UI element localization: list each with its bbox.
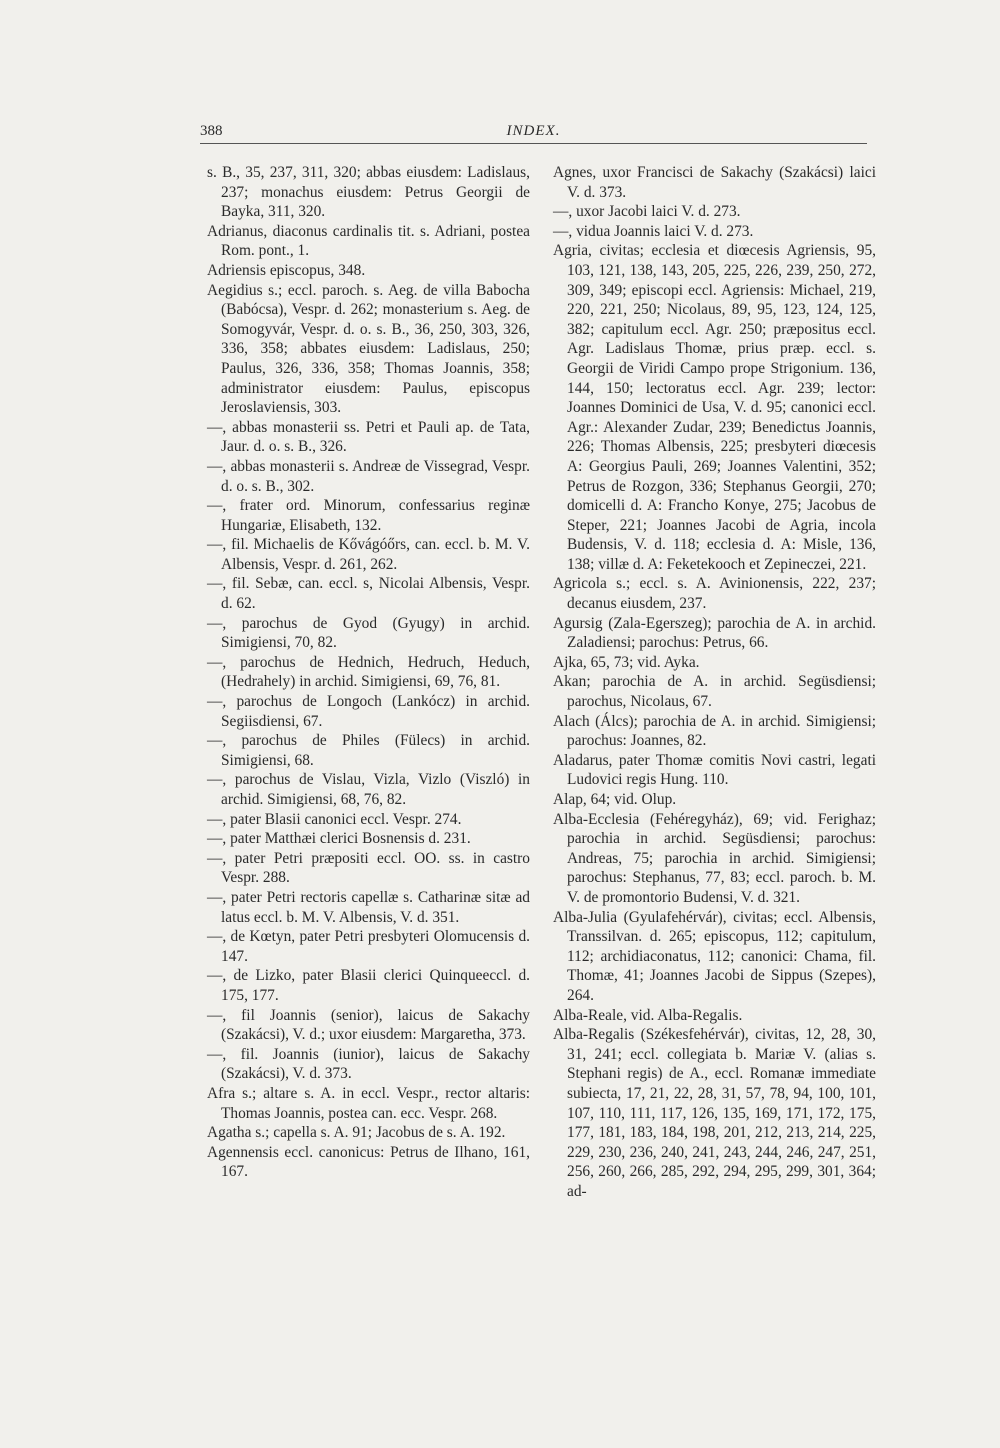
page-header bbox=[200, 123, 867, 144]
index-entry: s. B., 35, 237, 311, 320; abbas eiusdem: Ladislaus, 237; monachus eiusdem: Petrus Georgii de Bayka, 311, 320. bbox=[207, 164, 530, 221]
index-entry: Alba-Julia (Gyulafehérvár), civitas; eccl. Albensis, Transsilvan. d. 265; episcopus, 112; capitulum, 112; archidiaconatus, 112; canonici: Chama, fil. Thomæ, 41; Joannes Jacobi de Sippus (Szepes), 264. bbox=[553, 908, 876, 1004]
index-entry: —, fil. Michaelis de Kővágóőrs, can. eccl. b. M. V. Albensis, Vespr. d. 261, 262. bbox=[207, 536, 530, 573]
index-entry: —, parochus de Hednich, Hedruch, Heduch, (Hedrahely) in archid. Simigiensi, 69, 76, 81. bbox=[207, 653, 530, 691]
index-entry: Agennensis eccl. canonicus: Petrus de Ilhano, 161, 167. bbox=[207, 1143, 530, 1181]
index-entry: —, fil Joannis (senior), laicus de Sakachy (Szakácsi), V. d.; uxor eiusdem: Margaretha, 373. bbox=[207, 1006, 530, 1044]
index-entry: —, parochus de Vislau, Vizla, Vizlo (Viszló) in archid. Simigiensi, 68, 76, 82. bbox=[207, 771, 530, 808]
index-entry: Aladarus, pater Thomæ comitis Novi castri, legati Ludovici regis Hung. 110. bbox=[553, 751, 876, 789]
index-entry: Alach (Álcs); parochia de A. in archid. Simigiensi; parochus: Joannes, 82. bbox=[553, 712, 876, 750]
index-entry: —, pater Petri præpositi eccl. OO. ss. in castro Vespr. 288. bbox=[207, 849, 530, 887]
index-column-left bbox=[207, 163, 530, 1182]
index-entry: Aegidius s.; eccl. paroch. s. Aeg. de villa Babocha (Babócsa), Vespr. d. 262; monasterium s. Aeg. de Somogyvár, Vespr. d. o. s. B., 36, 250, 303, 326, 336, 358; abbates eiusdem: Ladislaus, 250; Paulus, 326, 336, 358; Thomas Joannis, 358; administrator eiusdem: Paulus, episcopus Jeroslaviensis, 303. bbox=[207, 281, 530, 417]
index-entry: Alba-Reale, vid. Alba-Regalis. bbox=[553, 1006, 743, 1024]
index-entry: —, pater Petri rectoris capellæ s. Catharinæ sitæ ad latus eccl. b. M. V. Albensis, V. d. 351. bbox=[207, 888, 530, 926]
index-column-right bbox=[553, 163, 876, 1201]
index-entry: Akan; parochia de A. in archid. Següsdiensi; parochus, Nicolaus, 67. bbox=[553, 673, 876, 711]
index-entry: Ajka, 65, 73; vid. Ayka. bbox=[553, 653, 700, 671]
index-entry: —, frater ord. Minorum, confessarius reginæ Hungariæ, Elisabeth, 132. bbox=[207, 497, 530, 534]
index-entry: Adriensis episcopus, 348. bbox=[207, 261, 366, 279]
index-entry: —, fil. Sebæ, can. eccl. s, Nicolai Albensis, Vespr. d. 62. bbox=[207, 575, 530, 613]
index-entry: —, pater Matthæi clerici Bosnensis d. 231. bbox=[207, 830, 471, 848]
index-entry: —, abbas monasterii s. Andreæ de Vissegrad, Vespr. d. o. s. B., 302. bbox=[207, 457, 530, 495]
index-entry: —, fil. Joannis (iunior), laicus de Sakachy (Szakácsi), V. d. 373. bbox=[207, 1045, 530, 1083]
index-entry: —, vidua Joannis laici V. d. 273. bbox=[553, 222, 754, 240]
index-entry: Agnes, uxor Francisci de Sakachy (Szakácsi) laici V. d. 373. bbox=[553, 164, 876, 201]
index-entry: Adrianus, diaconus cardinalis tit. s. Adriani, postea Rom. pont., 1. bbox=[207, 222, 530, 260]
index-entry: —, de Kœtyn, pater Petri presbyteri Olomucensis d. 147. bbox=[207, 928, 530, 965]
index-entry: —, uxor Jacobi laici V. d. 273. bbox=[553, 203, 741, 221]
index-entry: —, de Lizko, pater Blasii clerici Quinqueeccl. d. 175, 177. bbox=[207, 967, 530, 1004]
index-entry: Agursig (Zala-Egerszeg); parochia de A. in archid. Zaladiensi; parochus: Petrus, 66. bbox=[553, 614, 876, 652]
index-entry: —, parochus de Longoch (Lankócz) in archid. Segiisdiensi, 67. bbox=[207, 693, 530, 730]
index-entry: —, pater Blasii canonici eccl. Vespr. 274. bbox=[207, 810, 462, 828]
index-entry: —, parochus de Gyod (Gyugy) in archid. Simigiensi, 70, 82. bbox=[207, 614, 530, 652]
index-entry: Agricola s.; eccl. s. A. Avinionensis, 222, 237; decanus eiusdem, 237. bbox=[553, 575, 876, 613]
running-title: INDEX. bbox=[506, 123, 561, 139]
index-entry: —, parochus de Philes (Fülecs) in archid. Simigiensi, 68. bbox=[207, 732, 530, 769]
index-entry: —, abbas monasterii ss. Petri et Pauli ap. de Tata, Jaur. d. o. s. B., 326. bbox=[207, 418, 530, 456]
index-entry: Afra s.; altare s. A. in eccl. Vespr., rector altaris: Thomas Joannis, postea can. ecc. Vespr. 268. bbox=[207, 1084, 530, 1122]
index-entry: Alba-Regalis (Székesfehérvár), civitas, 12, 28, 30, 31, 241; eccl. collegiata b. Mariæ V. (alias s. Stephani regis) de A., eccl. Romanæ immediate subiecta, 17, 21, 22, 28, 31, 57, 78, 94, 100, 101, 107, 110, 111, 117, 126, 135, 169, 171, 172, 175, 177, 181, 183, 184, 198, 201, 212, 213, 214, 225, 229, 230, 236, 240, 241, 243, 244, 246, 247, 251, 256, 260, 266, 285, 292, 294, 295, 299, 301, 364; ad- bbox=[553, 1026, 876, 1200]
index-entry: Agatha s.; capella s. A. 91; Jacobus de s. A. 192. bbox=[207, 1124, 506, 1142]
index-entry: Alap, 64; vid. Olup. bbox=[553, 791, 677, 808]
page-number: 388 bbox=[200, 123, 223, 139]
index-entry: Agria, civitas; ecclesia et diœcesis Agriensis, 95, 103, 121, 138, 143, 205, 225, 226, 239, 250, 272, 309, 349; episcopi eccl. Agriensis: Michael, 219, 220, 221, 250; Nicolaus, 89, 95, 123, 124, 125, 382; capitulum eccl. Agr. 250; præpositus eccl. Agr. Ladislaus Thomæ, prius præp. eccl. s. Georgii de Viridi Campo prope Strigonium. 136, 144, 150; lectoratus eccl. Agr. 239; lector: Joannes Dominici de Usa, V. d. 95; canonici eccl. Agr.: Alexander Zudar, 239; Benedictus Joannis, 226; Thomas Albensis, 225; presbyteri diœcesis A: Georgius Pauli, 269; Joannes Valentini, 352; Petrus de Rozgon, 336; Stephanus Georgii, 270; domicelli d. A: Francho Konye, 275; Jacobus de Steper, 221; Joannes Jacobi de Agria, incola Budensis, V. d. 118; ecclesia d. A: Misle, 136, 138; villæ d. A: Feketekooch et Zepineczei, 221. bbox=[553, 242, 876, 573]
index-entry: Alba-Ecclesia (Fehéregyház), 69; vid. Ferighaz; parochia in archid. Següsdiensi; parochus: Andreas, 75; parochia in archid. Simigiensi; parochus: Stephanus, 77, 83; eccl. paroch. b. M. V. de promontorio Budensi, V. d. 321. bbox=[553, 810, 876, 906]
